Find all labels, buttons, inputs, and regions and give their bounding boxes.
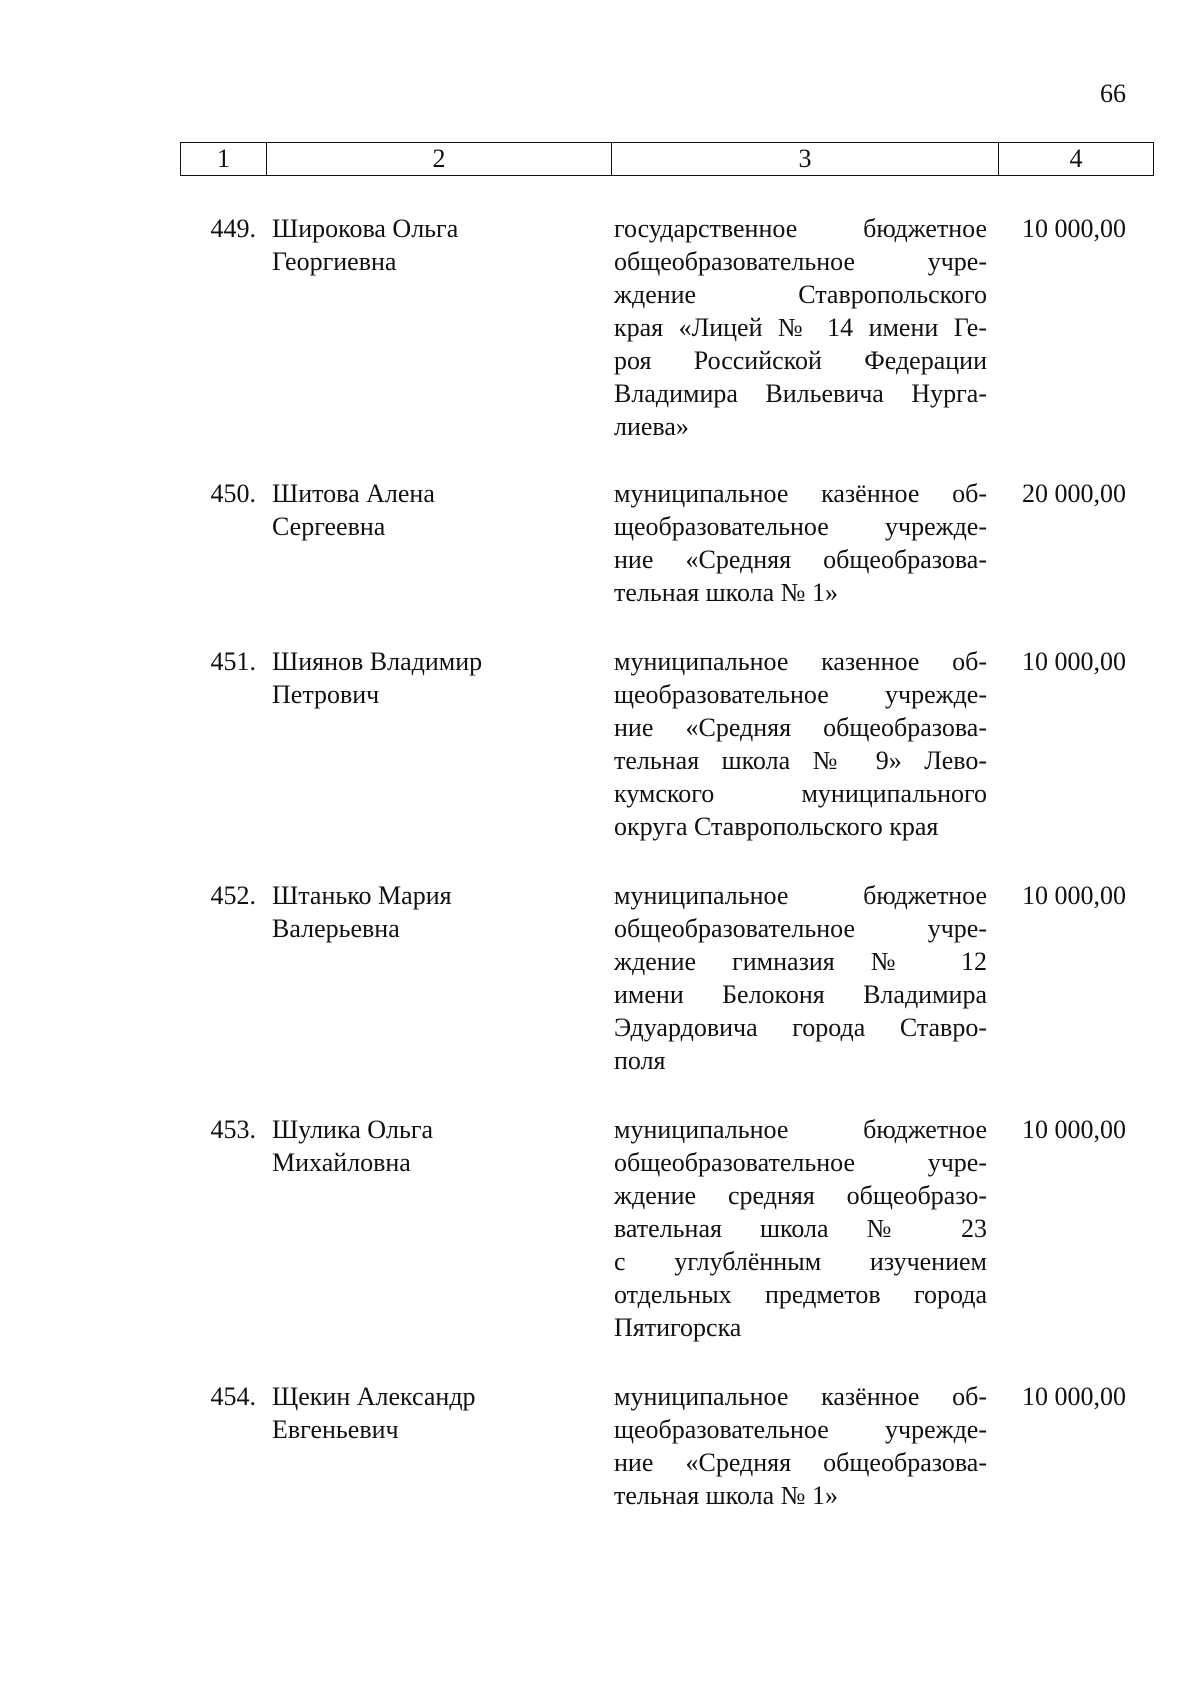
column-header-4: 4 — [1069, 144, 1083, 173]
organization-line: общеобразовательное учре- — [614, 247, 987, 276]
row-number: 453. — [210, 1115, 256, 1144]
row-number: 454. — [210, 1382, 256, 1411]
recipient-name-line: Валерьевна — [272, 914, 400, 943]
organization-line: роя Российской Федерации — [614, 346, 987, 375]
organization — [614, 1113, 987, 1344]
organization-line: вательная школа № 23 — [614, 1214, 987, 1243]
organization-line: муниципальное бюджетное — [614, 881, 987, 910]
column-header-1: 1 — [181, 143, 267, 175]
organization-line: кумского муниципального — [614, 779, 987, 808]
organization-line: поля — [614, 1046, 666, 1075]
organization-line: общеобразовательное учре- — [614, 1148, 987, 1177]
organization-line: лиева» — [614, 412, 689, 441]
organization — [614, 1380, 987, 1512]
recipient-name — [272, 645, 592, 711]
organization-line: государственное бюджетное — [614, 214, 987, 243]
organization-line: Владимира Вильевича Нурга- — [614, 379, 987, 408]
organization-line: щеобразовательное учрежде- — [614, 680, 987, 709]
organization — [614, 645, 987, 843]
recipient-name-line: Широкова Ольга — [272, 214, 459, 243]
recipient-name — [272, 1113, 592, 1179]
amount: 10 000,00 — [1022, 881, 1126, 910]
table-header — [180, 142, 1154, 176]
amount: 10 000,00 — [1022, 647, 1126, 676]
organization-line: края «Лицей № 14 имени Ге- — [614, 313, 987, 342]
organization-line: ние «Средняя общеобразова- — [614, 545, 987, 574]
recipient-name-line: Евгеньевич — [272, 1415, 399, 1444]
organization-line: имени Белоконя Владимира — [614, 980, 987, 1009]
recipient-name — [272, 879, 592, 945]
organization-line: ждение средняя общеобразо- — [614, 1181, 987, 1210]
recipient-name-line: Георгиевна — [272, 247, 397, 276]
column-header-3: 3 — [612, 143, 999, 175]
recipient-name-line: Шитова Алена — [272, 479, 435, 508]
organization-line: тельная школа № 1» — [614, 1481, 838, 1510]
recipient-name-line: Щекин Александр — [272, 1382, 476, 1411]
organization — [614, 212, 987, 443]
organization-line: щеобразовательное учрежде- — [614, 1415, 987, 1444]
organization-line: ние «Средняя общеобразова- — [614, 713, 987, 742]
organization-line: тельная школа № 9» Лево- — [614, 746, 987, 775]
organization — [614, 879, 987, 1077]
recipient-name-line: Шулика Ольга — [272, 1115, 434, 1144]
organization — [614, 477, 987, 609]
recipient-name — [272, 1380, 592, 1446]
recipient-name-line: Штанько Мария — [272, 881, 452, 910]
page-number: 66 — [1100, 79, 1126, 108]
row-number: 451. — [210, 647, 256, 676]
recipient-name-line: Петрович — [272, 680, 380, 709]
recipient-name — [272, 477, 592, 543]
amount: 10 000,00 — [1022, 214, 1126, 243]
organization-line: муниципальное казённое об- — [614, 1382, 987, 1411]
recipient-name-line: Сергеевна — [272, 512, 386, 541]
organization-line: муниципальное бюджетное — [614, 1115, 987, 1144]
organization-line: муниципальное казённое об- — [614, 479, 987, 508]
recipient-name-line: Михайловна — [272, 1148, 411, 1177]
organization-line: с углублённым изучением — [614, 1247, 987, 1276]
amount: 10 000,00 — [1022, 1382, 1126, 1411]
organization-line: ждение гимназия № 12 — [614, 947, 987, 976]
organization-line: общеобразовательное учре- — [614, 914, 987, 943]
organization-line: ние «Средняя общеобразова- — [614, 1448, 987, 1477]
organization-line: Пятигорска — [614, 1313, 742, 1342]
organization-line: тельная школа № 1» — [614, 578, 838, 607]
amount: 20 000,00 — [1022, 479, 1126, 508]
organization-line: муниципальное казенное об- — [614, 647, 987, 676]
recipient-name — [272, 212, 592, 278]
row-number: 452. — [210, 881, 256, 910]
row-number: 450. — [210, 479, 256, 508]
recipient-name-line: Шиянов Владимир — [272, 647, 483, 676]
column-header-2: 2 — [267, 143, 612, 175]
organization-line: отдельных предметов города — [614, 1280, 987, 1309]
amount: 10 000,00 — [1022, 1115, 1126, 1144]
organization-line: Эдуардовича города Ставро- — [614, 1013, 987, 1042]
organization-line: округа Ставропольского края — [614, 812, 939, 841]
row-number: 449. — [210, 214, 256, 243]
organization-line: ждение Ставропольского — [614, 280, 987, 309]
organization-line: щеобразовательное учрежде- — [614, 512, 987, 541]
